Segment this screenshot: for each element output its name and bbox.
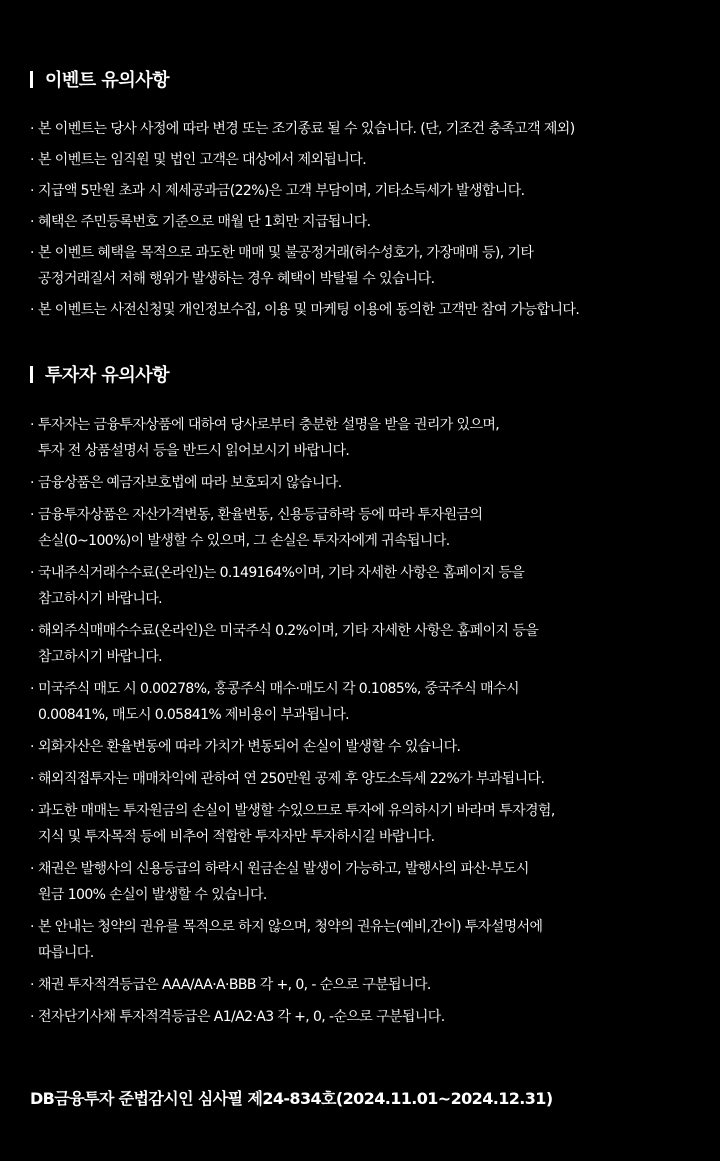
- bullet-dot: ·: [30, 245, 34, 261]
- bullet-dot: ·: [30, 681, 34, 697]
- investment-notice-item-line: 전자단기사채 투자적격등급은 A1/A2·A3 각 +, 0, -순으로 구분됩니다.: [38, 1009, 445, 1025]
- investment-notice-item-line: 금융상품은 예금자보호법에 따라 보호되지 않습니다.: [38, 475, 342, 491]
- title-bar: [30, 366, 33, 383]
- investment-notice-item-line: 과도한 매매는 투자원금의 손실이 발생할 수있으므로 투자에 유의하시기 바라며 투자경험,: [38, 803, 555, 819]
- bullet-dot: ·: [30, 1009, 34, 1025]
- investment-notice-item-line: 금융투자상품은 자산가격변동, 환율변동, 신용등급하락 등에 따라 투자원금의: [38, 507, 483, 523]
- bullet-dot: ·: [30, 417, 34, 433]
- investment-notice-item: [30, 412, 555, 464]
- investment-notice-item-line: 지식 및 투자목적 등에 비추어 적합한 투자자만 투자하시길 바랍니다.: [38, 829, 435, 845]
- investment-notice-item-line: 채권 투자적격등급은 AAA/AA·A·BBB 각 +, 0, - 순으로 구분됩니다.: [38, 977, 431, 993]
- investment-notice-item-line: 채권은 발행사의 신용등급의 하락시 원금손실 발생이 가능하고, 발행사의 파산·부도시: [38, 861, 529, 877]
- event-notice-item-line: 혜택은 주민등록번호 기준으로 매월 단 1회만 지급됩니다.: [38, 214, 371, 230]
- bullet-dot: ·: [30, 152, 34, 168]
- bullet-dot: ·: [30, 803, 34, 819]
- investment-notice-item: [30, 972, 555, 998]
- event-notice-item-line: 본 이벤트는 사전신청및 개인정보수집, 이용 및 마케팅 이용에 동의한 고객만 참여 가능합니다.: [38, 302, 580, 318]
- bullet-dot: ·: [30, 977, 34, 993]
- investment-notice-item-line: 손실(0~100%)이 발생할 수 있으며, 그 손실은 투자자에게 귀속됩니다.: [38, 533, 450, 549]
- investment-notice-item: [30, 470, 555, 496]
- investment-notice-item: [30, 856, 555, 908]
- investment-notice-item: [30, 676, 555, 728]
- investment-notice-item-line: 미국주식 매도 시 0.00278%, 홍콩주식 매수·매도시 각 0.1085%, 중국주식 매수시: [38, 681, 519, 697]
- investment-notice-item: [30, 560, 555, 612]
- event-notice-item-line: 지급액 5만원 초과 시 제세공과금(22%)은 고객 부담이며, 기타소득세가 발생합니다.: [38, 183, 525, 199]
- event-notice-title: [30, 67, 579, 91]
- title-bar: [30, 71, 33, 88]
- investment-notice-title: [30, 362, 555, 386]
- bullet-dot: ·: [30, 183, 34, 199]
- investment-notice-item-line: 투자 전 상품설명서 등을 반드시 읽어보시기 바랍니다.: [38, 443, 350, 459]
- bullet-dot: ·: [30, 739, 34, 755]
- compliance-footer: DB금융투자 준법감시인 심사필 제24-834호(2024.11.01~2024.12.31): [30, 1089, 553, 1108]
- investment-notice-item: [30, 914, 555, 966]
- event-notice-item: [30, 178, 579, 204]
- bullet-dot: ·: [30, 771, 34, 787]
- event-notice-item: [30, 240, 579, 292]
- investment-notice-item-line: 국내주식거래수수료(온라인)는 0.149164%이며, 기타 자세한 사항은 홈페이지 등을: [38, 565, 525, 581]
- investment-notice-item-line: 본 안내는 청약의 권유를 목적으로 하지 않으며, 청약의 권유는(예비,간이) 투자설명서에: [38, 919, 543, 935]
- investment-notice-list: [30, 412, 555, 1030]
- bullet-dot: ·: [30, 121, 34, 137]
- investment-notice-item-line: 0.00841%, 매도시 0.05841% 제비용이 부과됩니다.: [38, 707, 349, 723]
- event-notice-section: [30, 67, 579, 323]
- bullet-dot: ·: [30, 919, 34, 935]
- investment-notice-item: [30, 1004, 555, 1030]
- investment-notice-title-text: 투자자 유의사항: [45, 365, 169, 386]
- investment-notice-item: [30, 734, 555, 760]
- investment-notice-item: [30, 766, 555, 792]
- event-notice-list: [30, 116, 579, 323]
- bullet-dot: ·: [30, 565, 34, 581]
- investment-notice-item-line: 해외직접투자는 매매차익에 관하여 연 250만원 공제 후 양도소득세 22%가 부과됩니다.: [38, 771, 545, 787]
- investment-notice-section: [30, 362, 555, 1030]
- event-notice-item-line: 본 이벤트 혜택을 목적으로 과도한 매매 및 불공정거래(허수성호가, 가장매매 등), 기타: [38, 245, 534, 261]
- investment-notice-item: [30, 798, 555, 850]
- investment-notice-item: [30, 502, 555, 554]
- investment-notice-item-line: 원금 100% 손실이 발생할 수 있습니다.: [38, 887, 267, 903]
- bullet-dot: ·: [30, 302, 34, 318]
- investment-notice-item-line: 해외주식매매수수료(온라인)은 미국주식 0.2%이며, 기타 자세한 사항은 홈페이지 등을: [38, 623, 539, 639]
- event-notice-item: [30, 116, 579, 142]
- bullet-dot: ·: [30, 507, 34, 523]
- event-notice-item-line: 공정거래질서 저해 행위가 발생하는 경우 혜택이 박탈될 수 있습니다.: [38, 271, 435, 287]
- bullet-dot: ·: [30, 214, 34, 230]
- investment-notice-item-line: 참고하시기 바랍니다.: [38, 649, 163, 665]
- event-notice-item-line: 본 이벤트는 당사 사정에 따라 변경 또는 조기종료 될 수 있습니다. (단, 기조건 충족고객 제외): [38, 121, 575, 137]
- bullet-dot: ·: [30, 861, 34, 877]
- event-notice-item: [30, 209, 579, 235]
- event-notice-title-text: 이벤트 유의사항: [45, 70, 169, 91]
- investment-notice-item-line: 참고하시기 바랍니다.: [38, 591, 163, 607]
- investment-notice-item: [30, 618, 555, 670]
- event-notice-item: [30, 297, 579, 323]
- bullet-dot: ·: [30, 475, 34, 491]
- investment-notice-item-line: 따릅니다.: [38, 945, 94, 961]
- bullet-dot: ·: [30, 623, 34, 639]
- event-notice-item: [30, 147, 579, 173]
- event-notice-item-line: 본 이벤트는 임직원 및 법인 고객은 대상에서 제외됩니다.: [38, 152, 367, 168]
- investment-notice-item-line: 외화자산은 환율변동에 따라 가치가 변동되어 손실이 발생할 수 있습니다.: [38, 739, 461, 755]
- investment-notice-item-line: 투자자는 금융투자상품에 대하여 당사로부터 충분한 설명을 받을 권리가 있으며,: [38, 417, 500, 433]
